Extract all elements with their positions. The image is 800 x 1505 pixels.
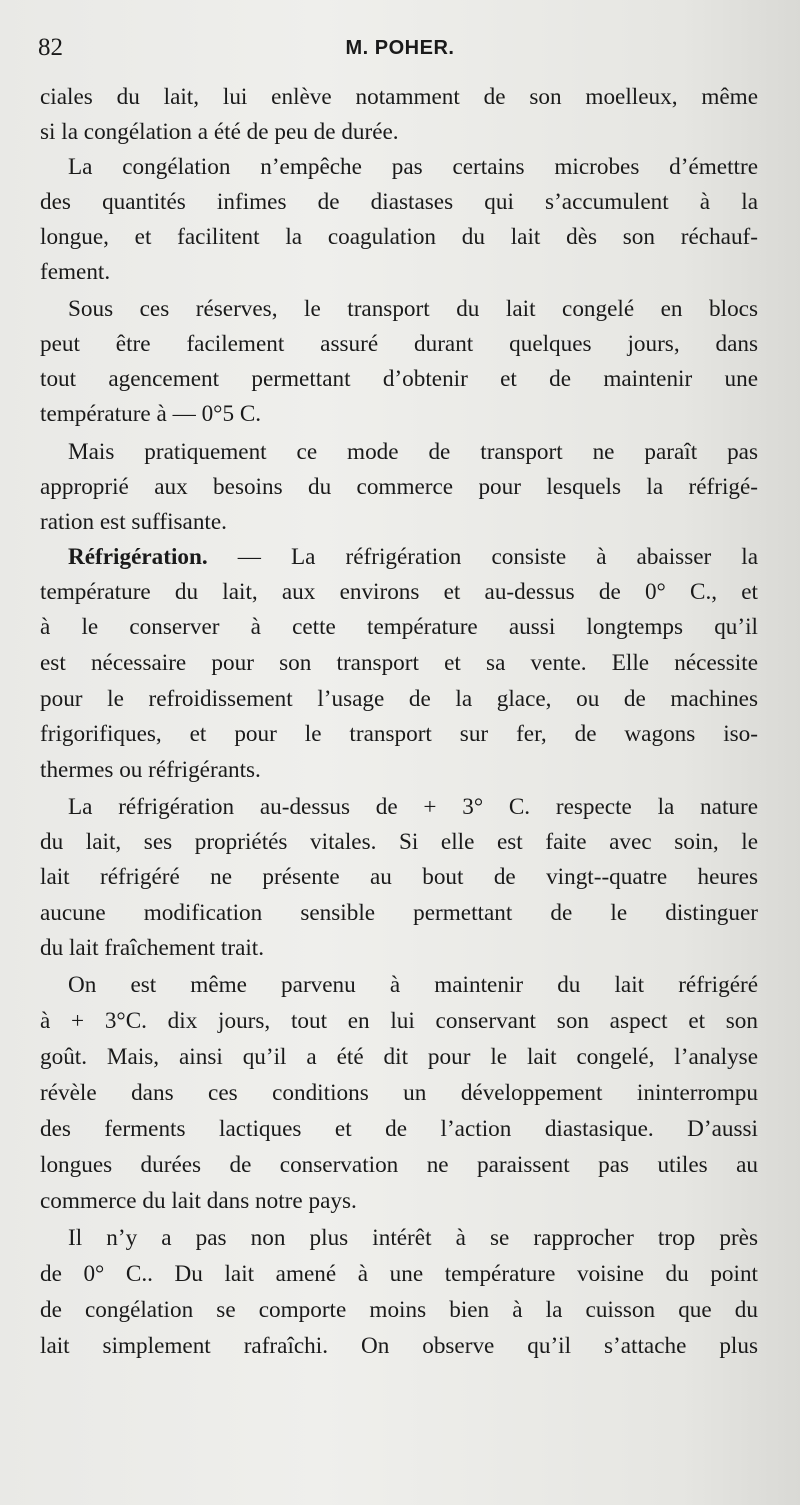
- text-line: La congélation n’empêche pas certains microbes d’émettre: [68, 154, 758, 180]
- section-line: [68, 542, 758, 572]
- text-line: de 0° C.. Du lait amené à une température voisine du point: [40, 1261, 758, 1287]
- text-line: goût. Mais, ainsi qu’il a été dit pour le lait congelé, l’analyse: [40, 1044, 758, 1070]
- text-line: longue, et facilitent la coagulation du lait dès son réchauf-: [40, 224, 758, 250]
- text-line: révèle dans ces conditions un développement ininterrompu: [40, 1080, 758, 1106]
- page-number: 82: [38, 34, 63, 61]
- text-line: du lait, ses propriétés vitales. Si elle est faite avec soin, le: [40, 829, 758, 855]
- text-line: thermes ou réfrigérants.: [40, 757, 261, 783]
- text-line: Il n’y a pas non plus intérêt à se rapprocher trop près: [68, 1225, 758, 1251]
- text-line: du lait fraîchement trait.: [40, 935, 265, 961]
- text-line: température du lait, aux environs et au-dessus de 0° C., et: [40, 579, 758, 605]
- text-line: ciales du lait, lui enlève notamment de son moelleux, même: [40, 84, 758, 110]
- text-line: fement.: [40, 259, 111, 285]
- text-line: lait réfrigéré ne présente au bout de vingt--quatre heures: [40, 864, 758, 890]
- text-line: est nécessaire pour son transport et sa vente. Elle nécessite: [40, 650, 758, 676]
- text-line: La réfrigération au-dessus de + 3° C. respecte la nature: [68, 794, 758, 820]
- text-line: On est même parvenu à maintenir du lait réfrigéré: [68, 972, 758, 998]
- text-line: approprié aux besoins du commerce pour lesquels la réfrigé-: [40, 474, 758, 500]
- text-line: à le conserver à cette température aussi longtemps qu’il: [40, 614, 758, 640]
- text-line: à + 3°C. dix jours, tout en lui conservant son aspect et son: [40, 1008, 758, 1034]
- text-line: pour le refroidissement l’usage de la glace, ou de machines: [40, 686, 758, 712]
- text-line: ration est suffisante.: [40, 509, 227, 535]
- text-line: peut être facilement assuré durant quelques jours, dans: [40, 331, 758, 357]
- text-line: des ferments lactiques et de l’action diastasique. D’aussi: [40, 1116, 758, 1142]
- text-line: commerce du lait dans notre pays.: [40, 1188, 357, 1214]
- text-line: température à — 0°5 C.: [40, 401, 262, 427]
- section-heading: Réfrigération.: [68, 544, 208, 570]
- text-line: de congélation se comporte moins bien à la cuisson que du: [40, 1297, 758, 1323]
- text-line: longues durées de conservation ne paraissent pas utiles au: [40, 1152, 758, 1178]
- text-line: frigorifiques, et pour le transport sur fer, de wagons iso-: [40, 721, 758, 747]
- text-line: des quantités infimes de diastases qui s’accumulent à la: [40, 189, 758, 215]
- text-line: aucune modification sensible permettant de le distinguer: [40, 900, 758, 926]
- text-line: si la congélation a été de peu de durée.: [40, 119, 399, 145]
- section-intro: — La réfrigération consiste à abaisser la: [237, 544, 759, 570]
- text-line: Mais pratiquement ce mode de transport ne paraît pas: [68, 439, 758, 465]
- running-head: M. POHER.: [345, 37, 455, 59]
- text-line: Sous ces réserves, le transport du lait congelé en blocs: [68, 296, 758, 322]
- text-line: tout agencement permettant d’obtenir et de maintenir une: [40, 366, 758, 392]
- text-line: lait simplement rafraîchi. On observe qu’il s’attache plus: [40, 1333, 758, 1359]
